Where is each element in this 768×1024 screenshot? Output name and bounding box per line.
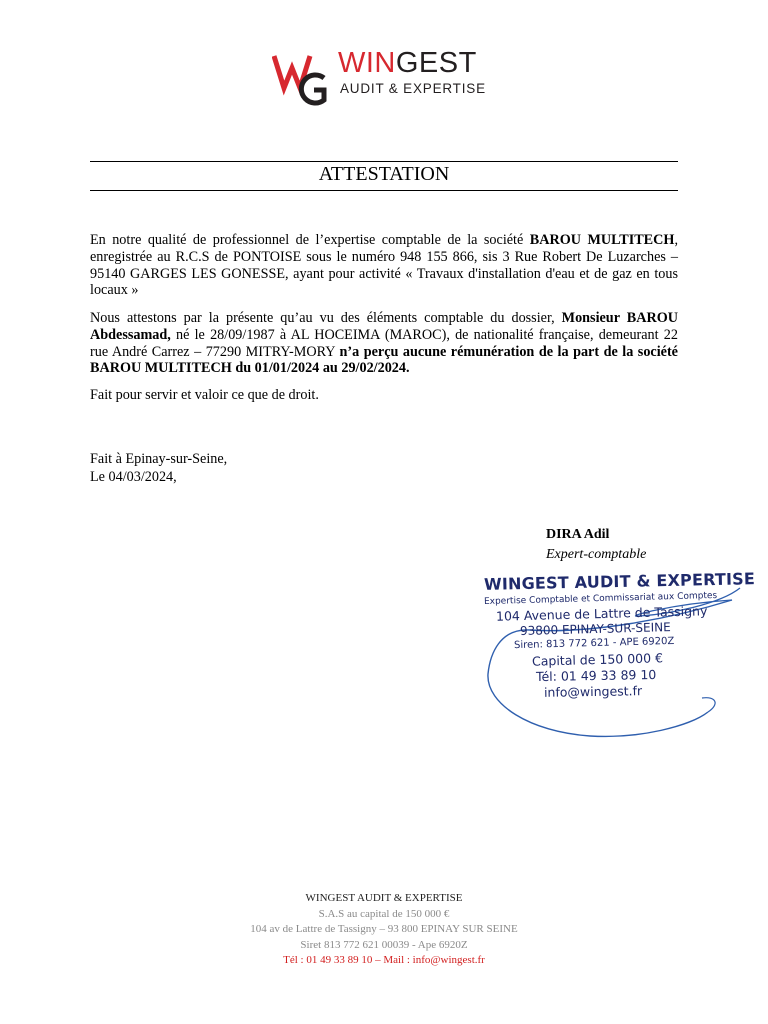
footer-contact: Tél : 01 49 33 89 10 – Mail : info@wingest.fr bbox=[283, 954, 485, 966]
attestation-paragraph bbox=[90, 310, 678, 377]
person-name: Monsieur BAROU Abdessamad, bbox=[90, 310, 678, 343]
closing-formula: Fait pour servir et valoir ce que de droit. bbox=[90, 387, 319, 403]
footer-capital: S.A.S au capital de 150 000 € bbox=[318, 907, 450, 920]
company-logo bbox=[272, 44, 502, 106]
brand-gest: GEST bbox=[395, 47, 477, 79]
signatory-name: DIRA Adil bbox=[546, 527, 610, 542]
footer-company: WINGEST AUDIT & EXPERTISE bbox=[305, 892, 463, 904]
document-title: ATTESTATION bbox=[318, 163, 450, 185]
para1-text-2: , enregistrée au R.C.S de PONTOISE sous le numéro 948 155 866, sis 3 Rue Robert De Luzarches – 95140 GARGES LES GONESSE, ayant pour activité « Travaux d'installation d'eau et de gaz en tous locaux » bbox=[90, 232, 678, 299]
footer-siret: Siret 813 772 621 00039 - Ape 6920Z bbox=[300, 938, 468, 951]
para1-text-1: En notre qualité de professionnel de l’expertise comptable de la société bbox=[90, 232, 530, 248]
company-name: BAROU MULTITECH bbox=[529, 232, 675, 248]
para2-text-1: Nous attestons par la présente qu’au vu des éléments comptable du dossier, bbox=[90, 310, 562, 326]
company-stamp bbox=[470, 564, 756, 740]
stamp-activity: Expertise Comptable et Commissariat aux Comptes bbox=[483, 590, 718, 608]
company-paragraph bbox=[90, 232, 678, 299]
signatory-role: Expert-comptable bbox=[546, 547, 647, 562]
stamp-company: WINGEST AUDIT & EXPERTISE bbox=[483, 569, 756, 594]
place-line: Fait à Epinay-sur-Seine, bbox=[90, 451, 228, 467]
footer bbox=[0, 891, 768, 969]
brand-win: WIN bbox=[338, 47, 396, 79]
stamp-city: 93800 EPINAY-SUR-SEINE bbox=[519, 620, 671, 638]
brand-name bbox=[338, 46, 477, 80]
footer-address: 104 av de Lattre de Tassigny – 93 800 EPINAY SUR SEINE bbox=[250, 923, 518, 935]
brand-subtitle: AUDIT & EXPERTISE bbox=[340, 81, 486, 96]
stamp-siren: Siren: 813 772 621 - APE 6920Z bbox=[513, 635, 675, 652]
stamp-phone: Tél: 01 49 33 89 10 bbox=[535, 666, 657, 685]
attestation-statement: n’a perçu aucune rémunération de la part de la société BAROU MULTITECH du 01/01/2024 au 29/02/2024. bbox=[90, 343, 678, 377]
date-line: Le 04/03/2024, bbox=[90, 469, 177, 485]
stamp-email: info@wingest.fr bbox=[543, 683, 643, 700]
stamp-street: 104 Avenue de Lattre de Tassigny bbox=[495, 603, 708, 624]
para2-text-2: né le 28/09/1987 à AL HOCEIMA (MAROC), de nationalité française, demeurant 22 rue André Carrez – 77290 MITRY-MORY bbox=[90, 326, 678, 360]
title-bottom-rule bbox=[90, 190, 678, 191]
wg-logo-mark bbox=[272, 48, 334, 108]
stamp-capital: Capital de 150 000 € bbox=[531, 650, 664, 669]
